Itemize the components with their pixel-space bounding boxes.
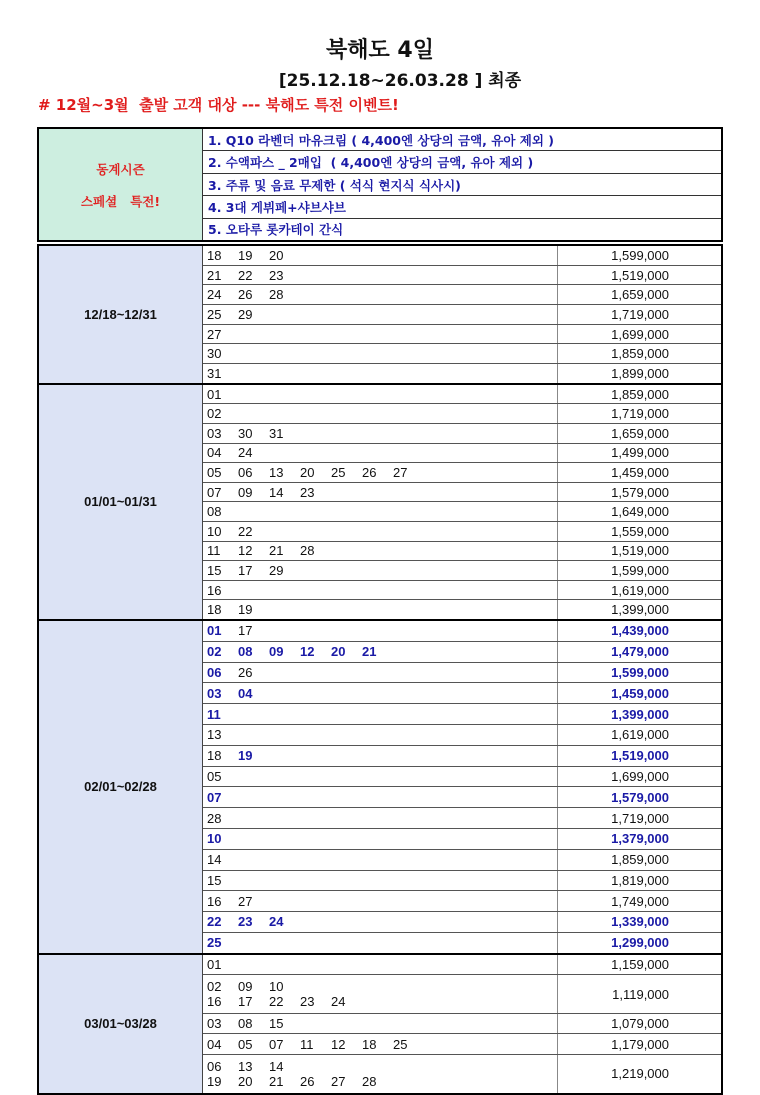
table-row — [203, 891, 721, 912]
table-row — [203, 364, 721, 383]
departure-date: 14 — [207, 852, 222, 868]
departure-dates — [203, 483, 558, 502]
departure-date: 03 — [207, 1016, 222, 1032]
price: 1,079,000 — [611, 1016, 669, 1032]
departure-date: 20 — [300, 464, 315, 480]
departure-date: 20 — [269, 247, 284, 263]
date-line — [207, 873, 557, 888]
departure-date: 10 — [207, 831, 222, 847]
period-label: 12/18~12/31 — [39, 246, 203, 383]
date-line — [207, 644, 557, 659]
departure-dates — [203, 581, 558, 600]
departure-dates — [203, 663, 558, 683]
date-line — [207, 665, 557, 680]
departure-dates — [203, 767, 558, 787]
departure-date: 06 — [207, 1058, 222, 1074]
date-line — [207, 307, 557, 322]
departure-date: 19 — [207, 1073, 222, 1089]
table-row — [203, 542, 721, 562]
date-line — [207, 686, 557, 701]
benefit-box — [37, 127, 723, 242]
table-row — [203, 483, 721, 503]
departure-dates — [203, 502, 558, 521]
table-row — [203, 404, 721, 424]
departure-date: 14 — [269, 484, 284, 500]
price: 1,219,000 — [611, 1066, 669, 1082]
table-row — [203, 663, 721, 684]
price: 1,699,000 — [611, 326, 669, 342]
table-row — [203, 767, 721, 788]
benefit-item: 4. 3대 게뷔페+샤브샤브 — [203, 196, 721, 218]
departure-date: 07 — [207, 484, 222, 500]
departure-date: 02 — [207, 979, 222, 995]
benefit-label-line2: 스페셜 특전! — [80, 193, 161, 209]
date-line — [207, 366, 557, 381]
departure-date: 09 — [238, 979, 253, 995]
departure-date: 18 — [207, 247, 222, 263]
benefit-label — [39, 129, 203, 240]
departure-date: 15 — [207, 562, 222, 578]
price: 1,659,000 — [611, 425, 669, 441]
period-block — [39, 955, 721, 1093]
date-line — [207, 811, 557, 826]
departure-date: 09 — [238, 484, 253, 500]
departure-dates — [203, 542, 558, 561]
departure-dates — [203, 325, 558, 344]
benefit-item: 1. Q10 라벤더 마유크림 ( 4,400엔 상당의 금액, 유아 제외 ) — [203, 129, 721, 151]
departure-dates — [203, 642, 558, 662]
date-line — [207, 563, 557, 578]
departure-dates — [203, 725, 558, 745]
benefit-item: 5. 오타루 롯카테이 간식 — [208, 222, 344, 238]
departure-dates — [203, 912, 558, 932]
departure-date: 29 — [238, 306, 253, 322]
period-block — [39, 621, 721, 955]
benefit-list — [203, 129, 721, 240]
table-row — [203, 787, 721, 808]
departure-dates — [203, 305, 558, 324]
benefit-item: 3. 주류 및 음료 무제한 ( 석식 현지식 식사시) — [203, 174, 721, 196]
price: 1,699,000 — [611, 768, 669, 784]
period-rows — [203, 621, 721, 953]
departure-dates — [203, 600, 558, 619]
price: 1,499,000 — [611, 445, 669, 461]
departure-date: 19 — [238, 247, 253, 263]
departure-date: 21 — [362, 644, 377, 660]
departure-date: 07 — [207, 789, 222, 805]
date-line — [207, 1016, 557, 1031]
table-row — [203, 444, 721, 464]
departure-dates — [203, 1034, 558, 1053]
price: 1,819,000 — [611, 872, 669, 888]
price: 1,119,000 — [612, 986, 669, 1002]
departure-dates — [203, 246, 558, 265]
departure-dates — [203, 704, 558, 724]
departure-dates — [203, 266, 558, 285]
departure-dates — [203, 444, 558, 463]
departure-date: 06 — [238, 464, 253, 480]
table-row — [203, 266, 721, 286]
departure-date: 18 — [362, 1036, 377, 1052]
departure-dates — [203, 955, 558, 974]
table-row — [203, 871, 721, 892]
price: 1,599,000 — [611, 664, 669, 680]
date-line — [207, 914, 557, 929]
price: 1,179,000 — [611, 1036, 669, 1052]
departure-date: 11 — [207, 706, 221, 722]
date-line — [207, 979, 557, 994]
departure-date: 12 — [238, 543, 253, 559]
departure-date: 01 — [207, 623, 222, 639]
departure-date: 15 — [269, 1016, 284, 1032]
price: 1,399,000 — [611, 602, 669, 618]
period-label: 02/01~02/28 — [39, 621, 203, 953]
departure-date: 20 — [238, 1073, 253, 1089]
departure-date: 27 — [207, 326, 222, 342]
departure-date: 13 — [269, 464, 284, 480]
period-label: 01/01~01/31 — [39, 385, 203, 619]
date-line — [207, 387, 557, 402]
departure-date: 21 — [269, 1073, 284, 1089]
departure-date: 17 — [238, 994, 253, 1010]
departure-date: 05 — [207, 768, 222, 784]
table-row — [203, 305, 721, 325]
departure-date: 19 — [238, 602, 253, 618]
price: 1,599,000 — [611, 247, 669, 263]
departure-date: 24 — [238, 445, 253, 461]
departure-date: 04 — [238, 685, 253, 701]
price: 1,579,000 — [611, 789, 669, 805]
date-line — [207, 485, 557, 500]
date-line — [207, 248, 557, 263]
date-line — [207, 504, 557, 519]
date-line — [207, 602, 557, 617]
price: 1,649,000 — [611, 504, 669, 520]
table-row — [203, 600, 721, 619]
page-title: 북해도 4일 — [326, 38, 434, 63]
price: 1,719,000 — [611, 406, 669, 422]
price: 1,459,000 — [611, 464, 669, 480]
departure-dates — [203, 404, 558, 423]
departure-date: 25 — [207, 935, 222, 951]
departure-date: 24 — [269, 914, 284, 930]
date-line — [207, 852, 557, 867]
date-line — [207, 465, 557, 480]
table-row — [203, 325, 721, 345]
departure-dates — [203, 787, 558, 807]
price: 1,719,000 — [611, 306, 669, 322]
date-line — [207, 583, 557, 598]
date-line — [207, 524, 557, 539]
price: 1,619,000 — [611, 582, 669, 598]
departure-date: 25 — [207, 306, 222, 322]
price: 1,859,000 — [611, 346, 669, 362]
period-block — [39, 385, 721, 621]
date-line — [207, 1074, 557, 1089]
price: 1,899,000 — [611, 365, 669, 381]
departure-date: 08 — [238, 1016, 253, 1032]
price: 1,479,000 — [611, 644, 669, 660]
period-rows — [203, 385, 721, 619]
price: 1,859,000 — [611, 852, 669, 868]
departure-date: 28 — [269, 287, 284, 303]
departure-date: 18 — [207, 748, 222, 764]
price: 1,619,000 — [611, 727, 669, 743]
departure-dates — [203, 933, 558, 953]
departure-date: 26 — [238, 664, 253, 680]
date-line — [207, 268, 557, 283]
price: 1,519,000 — [611, 543, 669, 559]
departure-date: 12 — [300, 644, 315, 660]
departure-date: 28 — [362, 1073, 377, 1089]
departure-date: 03 — [207, 685, 222, 701]
departure-date: 01 — [207, 956, 222, 972]
departure-date: 26 — [362, 464, 377, 480]
departure-dates — [203, 746, 558, 766]
departure-date: 10 — [269, 979, 284, 995]
date-line — [207, 748, 557, 763]
departure-date: 08 — [207, 504, 222, 520]
departure-dates — [203, 1014, 558, 1033]
departure-date: 01 — [207, 386, 222, 402]
departure-date: 25 — [331, 464, 346, 480]
departure-date: 10 — [207, 523, 222, 539]
table-row — [203, 285, 721, 305]
departure-date: 27 — [331, 1073, 346, 1089]
departure-dates — [203, 561, 558, 580]
departure-date: 22 — [238, 267, 253, 283]
date-line — [207, 957, 557, 972]
table-row — [203, 912, 721, 933]
price: 1,379,000 — [611, 831, 669, 847]
departure-date: 28 — [207, 810, 222, 826]
date-line — [207, 543, 557, 558]
date-line — [207, 1059, 557, 1074]
date-line — [207, 769, 557, 784]
price: 1,399,000 — [611, 706, 669, 722]
departure-date: 27 — [238, 893, 253, 909]
table-row — [203, 581, 721, 601]
departure-date: 21 — [207, 267, 222, 283]
departure-date: 21 — [269, 543, 284, 559]
table-row — [203, 829, 721, 850]
departure-date: 03 — [207, 425, 222, 441]
table-row — [203, 933, 721, 953]
period-rows — [203, 955, 721, 1093]
departure-date: 13 — [207, 727, 222, 743]
departure-dates — [203, 385, 558, 404]
table-row — [203, 746, 721, 767]
departure-dates — [203, 621, 558, 641]
departure-date: 22 — [207, 914, 222, 930]
departure-date: 17 — [238, 562, 253, 578]
departure-date: 11 — [207, 543, 221, 559]
table-row — [203, 725, 721, 746]
departure-date: 24 — [207, 287, 222, 303]
table-row — [203, 344, 721, 364]
table-row — [203, 955, 721, 975]
price: 1,719,000 — [611, 810, 669, 826]
price: 1,339,000 — [611, 914, 669, 930]
price: 1,519,000 — [611, 748, 669, 764]
table-row — [203, 424, 721, 444]
departure-dates — [203, 975, 558, 1013]
departure-date: 08 — [238, 644, 253, 660]
date-line — [207, 346, 557, 361]
departure-date: 14 — [269, 1058, 284, 1074]
departure-date: 20 — [331, 644, 346, 660]
table-row — [203, 522, 721, 542]
table-row — [203, 704, 721, 725]
departure-date: 16 — [207, 893, 222, 909]
table-row — [203, 502, 721, 522]
departure-date: 31 — [269, 425, 284, 441]
table-row — [203, 621, 721, 642]
price: 1,559,000 — [611, 523, 669, 539]
table-row — [203, 561, 721, 581]
table-row — [203, 642, 721, 663]
departure-date: 06 — [207, 664, 222, 680]
departure-date: 31 — [207, 365, 222, 381]
departure-date: 05 — [207, 464, 222, 480]
departure-date: 30 — [207, 346, 222, 362]
departure-dates — [203, 522, 558, 541]
date-line — [207, 994, 557, 1009]
departure-date: 16 — [207, 582, 222, 598]
date-line — [207, 287, 557, 302]
departure-date: 23 — [238, 914, 253, 930]
departure-date: 11 — [300, 1036, 314, 1052]
date-line — [207, 894, 557, 909]
departure-date: 17 — [238, 623, 253, 639]
departure-date: 23 — [300, 994, 315, 1010]
benefit-label-line1: 동계시즌 — [96, 161, 145, 177]
date-line — [207, 426, 557, 441]
departure-date: 13 — [238, 1058, 253, 1074]
benefit-item: 2. 수액파스 _ 2매입 ( 4,400엔 상당의 금액, 유아 제외 ) — [203, 151, 721, 173]
departure-date: 22 — [238, 523, 253, 539]
departure-date: 24 — [331, 994, 346, 1010]
table-row — [203, 683, 721, 704]
departure-date: 05 — [238, 1036, 253, 1052]
price: 1,599,000 — [611, 562, 669, 578]
departure-dates — [203, 850, 558, 870]
price: 1,859,000 — [611, 386, 669, 402]
departure-date: 09 — [269, 644, 284, 660]
price: 1,749,000 — [611, 893, 669, 909]
period-label: 03/01~03/28 — [39, 955, 203, 1093]
departure-dates — [203, 871, 558, 891]
departure-date: 27 — [393, 464, 408, 480]
price: 1,459,000 — [611, 685, 669, 701]
table-row — [203, 975, 721, 1014]
departure-date: 23 — [269, 267, 284, 283]
departure-date: 04 — [207, 445, 222, 461]
departure-dates — [203, 424, 558, 443]
price-table — [37, 244, 723, 1095]
date-line — [207, 790, 557, 805]
departure-date: 25 — [393, 1036, 408, 1052]
price: 1,519,000 — [611, 267, 669, 283]
departure-dates — [203, 463, 558, 482]
date-line — [207, 406, 557, 421]
departure-dates — [203, 285, 558, 304]
departure-dates — [203, 891, 558, 911]
table-row — [203, 1014, 721, 1034]
table-row — [203, 850, 721, 871]
date-range-subtitle: [25.12.18~26.03.28 ] 최종 — [278, 71, 522, 91]
departure-date: 02 — [207, 406, 222, 422]
table-row — [203, 246, 721, 266]
price: 1,659,000 — [611, 287, 669, 303]
departure-dates — [203, 808, 558, 828]
event-notice: # 12월~3월 출발 고객 대상 --- 북해도 특전 이벤트! — [38, 96, 399, 114]
departure-dates — [203, 683, 558, 703]
price: 1,439,000 — [611, 623, 669, 639]
departure-date: 22 — [269, 994, 284, 1010]
price: 1,299,000 — [611, 935, 669, 951]
departure-date: 23 — [300, 484, 315, 500]
departure-dates — [203, 344, 558, 363]
table-row — [203, 1034, 721, 1054]
price: 1,159,000 — [611, 956, 669, 972]
departure-date: 28 — [300, 543, 315, 559]
departure-date: 02 — [207, 644, 222, 660]
departure-date: 07 — [269, 1036, 284, 1052]
table-row — [203, 385, 721, 405]
departure-date: 18 — [207, 602, 222, 618]
departure-date: 15 — [207, 872, 222, 888]
departure-date: 12 — [331, 1036, 346, 1052]
departure-date: 30 — [238, 425, 253, 441]
date-line — [207, 445, 557, 460]
period-rows — [203, 246, 721, 383]
period-block — [39, 246, 721, 385]
departure-date: 16 — [207, 994, 222, 1010]
table-row — [203, 463, 721, 483]
date-line — [207, 707, 557, 722]
date-line — [207, 1037, 557, 1052]
departure-date: 26 — [300, 1073, 315, 1089]
departure-dates — [203, 364, 558, 383]
departure-date: 29 — [269, 562, 284, 578]
table-row — [203, 808, 721, 829]
departure-date: 04 — [207, 1036, 222, 1052]
departure-date: 19 — [238, 748, 253, 764]
date-line — [207, 935, 557, 950]
date-line — [207, 327, 557, 342]
departure-dates — [203, 829, 558, 849]
departure-date: 26 — [238, 287, 253, 303]
date-line — [207, 727, 557, 742]
date-line — [207, 831, 557, 846]
price: 1,579,000 — [611, 484, 669, 500]
date-line — [207, 623, 557, 638]
